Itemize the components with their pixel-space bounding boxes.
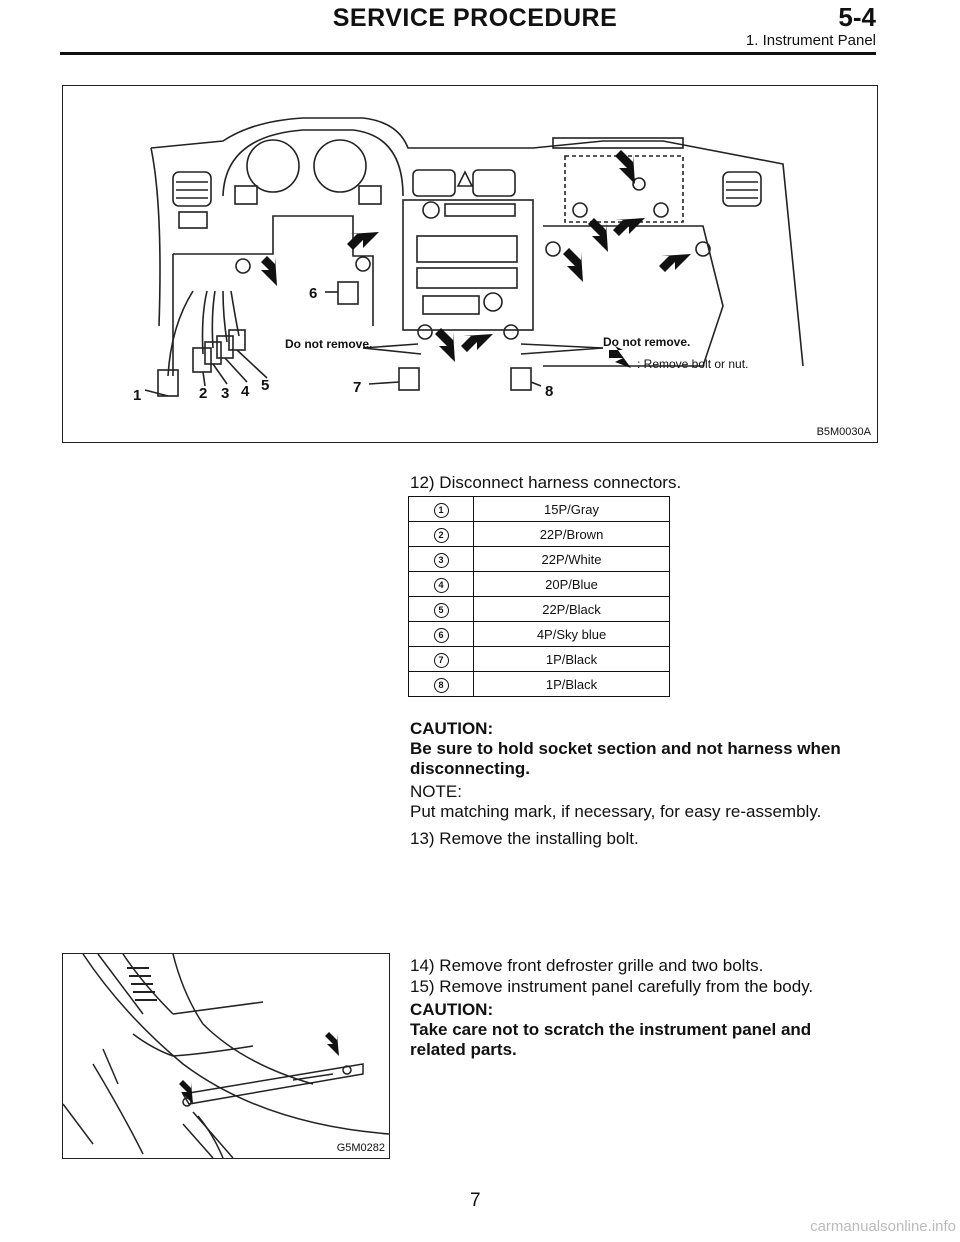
table-row: [409, 572, 670, 597]
caution-2: [410, 1000, 870, 1060]
section-subtitle: 1. Instrument Panel: [745, 32, 876, 49]
page-number: 7: [470, 1190, 481, 1211]
legend-text: : Remove bolt or nut.: [637, 357, 749, 371]
instrument-panel-diagram: [63, 86, 877, 442]
note-block: [410, 782, 870, 822]
connector-desc: 1P/Black: [474, 647, 670, 672]
remove-arrow: [613, 218, 645, 236]
callout-1: 1: [133, 387, 142, 404]
connector-desc: 22P/Black: [474, 597, 670, 622]
callout-4: 4: [241, 383, 250, 400]
step-15: 15) Remove instrument panel carefully from the body.: [410, 977, 814, 996]
connector-number: 3: [434, 553, 449, 568]
figure-code: G5M0282: [336, 1142, 385, 1154]
header-title: SERVICE PROCEDURE: [332, 4, 618, 32]
step-13: 13) Remove the installing bolt.: [410, 829, 639, 848]
instrument-panel-figure: [62, 85, 878, 443]
connector-number: 7: [434, 653, 449, 668]
remove-arrow: [659, 254, 691, 272]
connector-desc: 15P/Gray: [474, 497, 670, 522]
remove-arrow: [435, 328, 455, 362]
connector-desc: 22P/White: [474, 547, 670, 572]
connector-number: 2: [434, 528, 449, 543]
caution-label: CAUTION:: [410, 1000, 494, 1019]
table-row: [409, 497, 670, 522]
do-not-remove-right: Do not remove.: [603, 335, 691, 349]
figure-code: B5M0030A: [816, 426, 871, 438]
defroster-diagram: [63, 954, 389, 1158]
callout-6: 6: [309, 285, 318, 302]
table-row: [409, 597, 670, 622]
caution-label: CAUTION:: [410, 719, 494, 738]
callout-5: 5: [261, 377, 270, 394]
connector-desc: 20P/Blue: [474, 572, 670, 597]
remove-arrow: [588, 218, 608, 252]
legend-arrow-icon: [609, 346, 631, 368]
remove-arrow: [261, 256, 277, 286]
table-row: [409, 547, 670, 572]
caution-text: Take care not to scratch the instrument panel and related parts.: [410, 1020, 812, 1059]
note-label: NOTE:: [410, 782, 462, 801]
callout-7: 7: [353, 379, 362, 396]
table-row: [409, 622, 670, 647]
connector-number: 6: [434, 628, 449, 643]
step-12: 12) Disconnect harness connectors.: [410, 473, 682, 492]
connector-number: 8: [434, 678, 449, 693]
step-14: 14) Remove front defroster grille and two bolts.: [410, 956, 764, 975]
connector-desc: 22P/Brown: [474, 522, 670, 547]
remove-arrow: [563, 248, 583, 282]
remove-arrow: [615, 150, 635, 184]
table-row: [409, 522, 670, 547]
defroster-figure: [62, 953, 390, 1159]
table-row: [409, 672, 670, 697]
header-rule: [60, 52, 876, 55]
connector-number: 4: [434, 578, 449, 593]
remove-arrow: [347, 232, 379, 250]
caution-text: Be sure to hold socket section and not harness when disconnecting.: [410, 739, 841, 778]
watermark: carmanualsonline.info: [810, 1218, 956, 1235]
section-number: 5-4: [838, 2, 876, 32]
note-text: Put matching mark, if necessary, for easy re-assembly.: [410, 802, 822, 821]
connector-number: 1: [434, 503, 449, 518]
remove-arrow: [325, 1032, 339, 1056]
callout-8: 8: [545, 383, 554, 400]
callout-2: 2: [199, 385, 208, 402]
remove-arrow: [461, 334, 493, 352]
callout-3: 3: [221, 385, 230, 402]
caution-1: [410, 719, 870, 779]
do-not-remove-left: Do not remove.: [285, 337, 373, 351]
connector-table: [408, 496, 670, 697]
connector-desc: 4P/Sky blue: [474, 622, 670, 647]
connector-number: 5: [434, 603, 449, 618]
table-row: [409, 647, 670, 672]
connector-desc: 1P/Black: [474, 672, 670, 697]
